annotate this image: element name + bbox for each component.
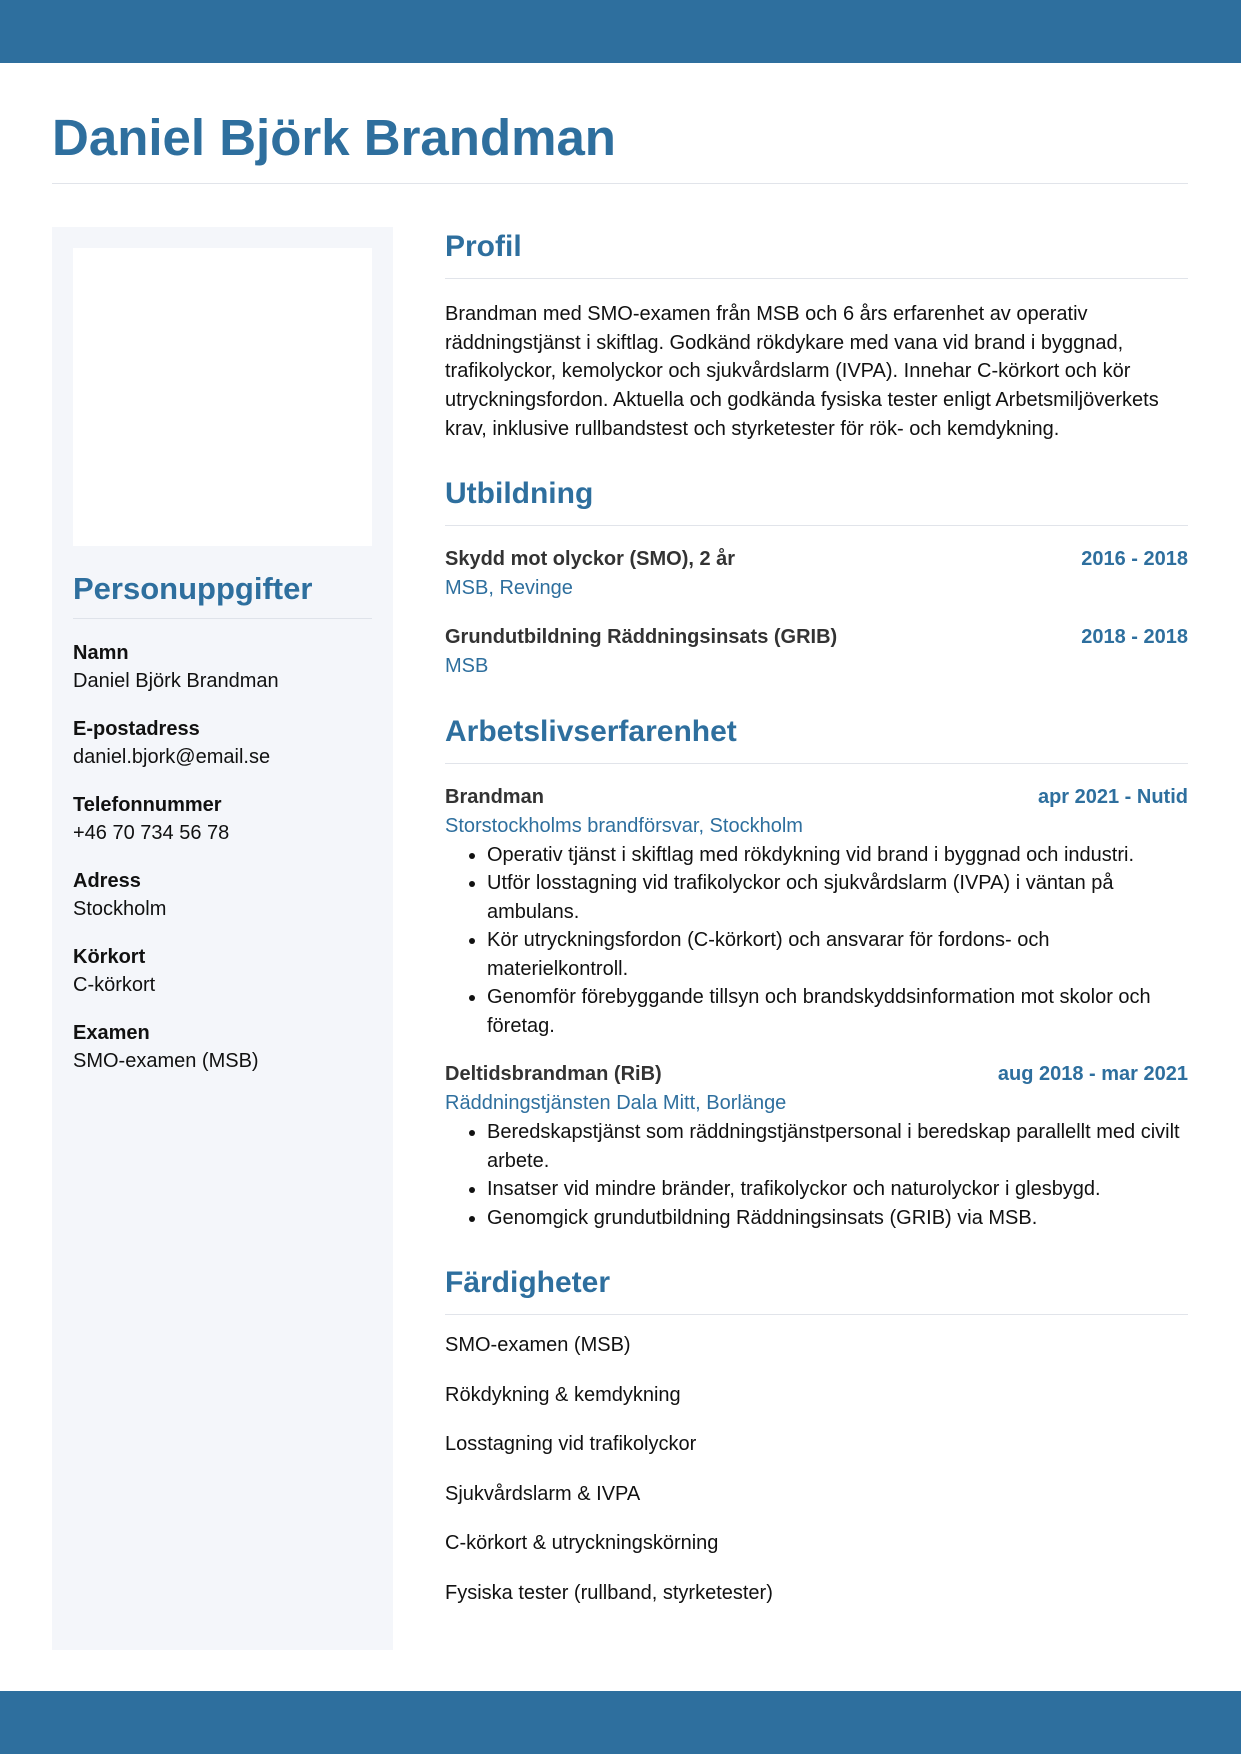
info-value: SMO-examen (MSB) <box>73 1050 259 1072</box>
list-item: • Genomgick grundutbildning Räddningsinsats (GRIB) via MSB. <box>487 1204 1188 1233</box>
skills-section <box>445 1263 1188 1607</box>
skills-title: Färdigheter <box>445 1266 611 1300</box>
info-label: Adress <box>73 870 141 892</box>
entry-date: 2018 - 2018 <box>1081 625 1188 648</box>
responsibility-list <box>445 1118 1188 1232</box>
info-value: +46 70 734 56 78 <box>73 822 230 844</box>
list-item: • Insatser vid mindre bränder, trafikolyckor och naturolyckor i glesbygd. <box>487 1175 1188 1204</box>
candidate-name: Daniel Björk Brandman <box>52 109 616 166</box>
entry-title: Deltidsbrandman (RiB) <box>445 1063 662 1086</box>
info-label: Körkort <box>73 946 146 968</box>
entry-title: Brandman <box>445 785 544 808</box>
entry-date: apr 2021 - Nutid <box>1037 785 1188 808</box>
info-label: Examen <box>73 1022 150 1044</box>
experience-section <box>445 712 1188 1233</box>
list-item: • Kör utryckningsfordon (C-körkort) och ansvarar för fordons- och materielkontroll. <box>487 926 1188 983</box>
info-label: Namn <box>73 642 129 664</box>
personal-info-degree <box>73 1019 372 1075</box>
name-divider <box>52 183 1188 184</box>
footer-band <box>0 1691 1241 1754</box>
section-divider <box>445 1314 1188 1315</box>
photo-placeholder <box>73 248 372 546</box>
personal-info-email <box>73 715 372 771</box>
list-item: • Utför losstagning vid trafikolyckor och sjukvårdslarm (IVPA) i väntan på ambulans. <box>487 869 1188 926</box>
personal-info-list <box>73 639 372 1095</box>
entry-organization: MSB, Revinge <box>445 576 573 599</box>
header-band <box>0 0 1241 63</box>
entry-organization: Storstockholms brandförsvar, Stockholm <box>445 814 803 837</box>
profile-text: Brandman med SMO-examen från MSB och 6 års erfarenhet av operativ räddningstjänst i skiftlag. Godkänd rökdykare med vana vid brand i byggnad, trafikolyckor, kemolyckor och sjukvårdslarm (IVPA). Innehar C-körkort och kör utryckningsfordon. Aktuella och godkända fysiska tester enligt Arbetsmiljöverkets krav, inklusive rullbandstest och styrketester för rök- och kemdykning. <box>445 303 1159 440</box>
education-title: Utbildning <box>445 476 594 510</box>
responsibility-list <box>445 841 1188 1041</box>
entry-date: aug 2018 - mar 2021 <box>997 1063 1188 1086</box>
skill-item: Losstagning vid trafikolyckor <box>445 1433 697 1456</box>
personal-info-name <box>73 639 372 695</box>
info-label: Telefonnummer <box>73 794 222 816</box>
info-label: E-postadress <box>73 718 200 740</box>
skill-item: Sjukvårdslarm & IVPA <box>445 1482 641 1505</box>
entry-title: Grundutbildning Räddningsinsats (GRIB) <box>445 625 838 648</box>
section-divider <box>445 763 1188 764</box>
experience-entry <box>445 1060 1188 1232</box>
profile-title: Profil <box>445 230 522 263</box>
main-column <box>445 227 1188 1628</box>
info-value: Stockholm <box>73 898 167 920</box>
section-divider <box>445 525 1188 526</box>
personal-info-license <box>73 943 372 999</box>
personal-info-address <box>73 867 372 923</box>
profile-section <box>445 227 1188 444</box>
entry-organization: Räddningstjänsten Dala Mitt, Borlänge <box>445 1092 787 1115</box>
personal-info-divider <box>73 618 372 619</box>
info-value: daniel.bjork@email.se <box>73 746 271 768</box>
experience-entry <box>445 783 1188 1041</box>
personal-info-phone <box>73 791 372 847</box>
entry-date: 2016 - 2018 <box>1081 547 1188 570</box>
section-divider <box>445 278 1188 279</box>
entry-title: Skydd mot olyckor (SMO), 2 år <box>445 547 736 570</box>
education-entry <box>445 545 1188 603</box>
personal-info-sidebar <box>52 227 393 1650</box>
entry-organization: MSB <box>445 654 489 677</box>
info-value: C-körkort <box>73 974 156 996</box>
skill-item: Rökdykning & kemdykning <box>445 1383 681 1406</box>
skill-item: SMO-examen (MSB) <box>445 1334 631 1357</box>
list-item: • Beredskapstjänst som räddningstjänstpersonal i beredskap parallellt med civilt arbete. <box>487 1118 1188 1175</box>
skills-list <box>445 1331 1188 1607</box>
list-item: • Operativ tjänst i skiftlag med rökdykning vid brand i byggnad och industri. <box>487 841 1188 870</box>
skill-item: C-körkort & utryckningskörning <box>445 1532 719 1555</box>
list-item: • Genomför förebyggande tillsyn och brandskyddsinformation mot skolor och företag. <box>487 983 1188 1040</box>
education-entry <box>445 623 1188 681</box>
experience-title: Arbetslivserfarenhet <box>445 714 737 748</box>
personal-info-title: Personuppgifter <box>73 571 313 606</box>
info-value: Daniel Björk Brandman <box>73 670 279 692</box>
education-section <box>445 474 1188 681</box>
skill-item: Fysiska tester (rullband, styrketester) <box>445 1581 773 1604</box>
